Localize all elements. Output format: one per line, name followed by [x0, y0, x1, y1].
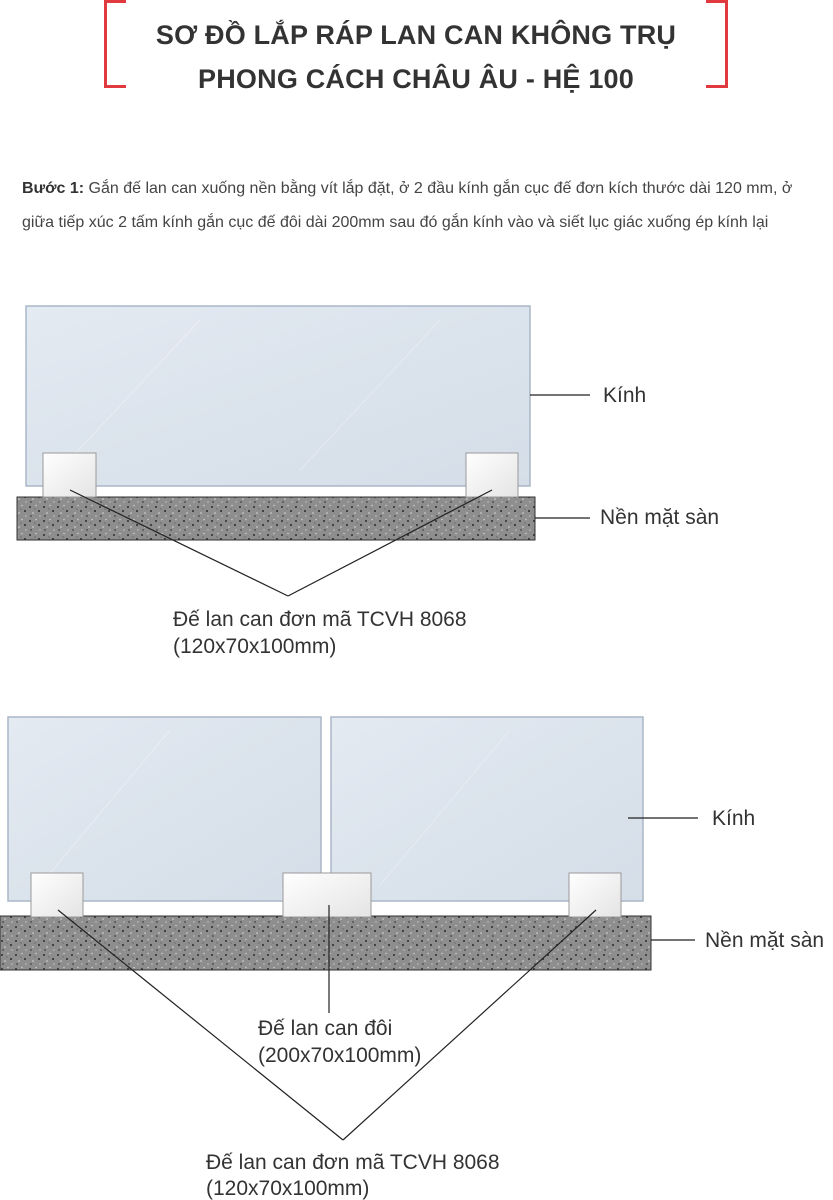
single-base-label-line-2: (120x70x100mm) [173, 635, 337, 658]
single-base-label-line-1: Đế lan can đơn mã TCVH 8068 [206, 1151, 500, 1174]
single-base-block [31, 873, 83, 917]
floor-label: Nền mặt sàn [705, 929, 825, 952]
page-title-line-1: SƠ ĐỒ LẮP RÁP LAN CAN KHÔNG TRỤ [155, 20, 677, 50]
glass-label: Kính [712, 807, 756, 830]
step-text: Gắn đế lan can xuống nền bằng vít lắp đặt, ở 2 đầu kính gắn cục đế đơn kích thước dài 120 mm, ở giữa tiếp xúc 2 tấm kính gắn cục đế đôi dài 200mm sau đó gắn kính vào và siết lục giác xuống ép kính lại [22, 180, 793, 231]
step-label: Bước 1: [22, 180, 85, 197]
diagram-2 [0, 717, 824, 1200]
single-base-block [43, 453, 96, 497]
floor-slab [0, 916, 651, 970]
single-base-label-line-1: Đế lan can đơn mã TCVH 8068 [173, 608, 467, 631]
glass-panel [26, 306, 530, 486]
page-title-line-2: PHONG CÁCH CHÂU ÂU - HỆ 100 [198, 64, 634, 94]
floor-label: Nền mặt sàn [600, 506, 720, 529]
double-base-label-line-2: (200x70x100mm) [258, 1044, 422, 1067]
diagram-1 [17, 306, 719, 658]
single-base-label-line-2: (120x70x100mm) [206, 1177, 370, 1200]
double-base-label-line-1: Đế lan can đôi [258, 1017, 393, 1040]
glass-label: Kính [603, 384, 647, 407]
double-base-block [283, 873, 371, 917]
floor-slab [17, 497, 535, 540]
